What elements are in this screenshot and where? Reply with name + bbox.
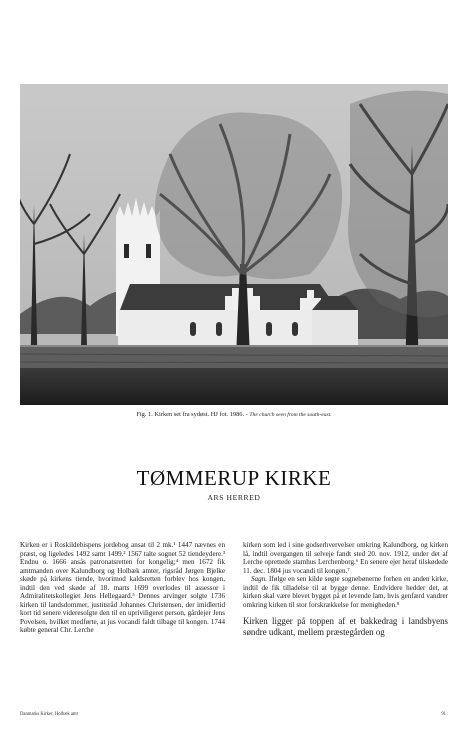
body-paragraph: kirken som led i sine godserhvervelser omkring Kalundborg, og kirken lå, indtil overgangen til selveje fandt sted 20. nov. 1912, under det af Lerche oprettede stamhus Lerchenborg.⁶ En senere ejer heraf tilskødede 11. dec. 1804 jus vocandi til kongen.⁷ — [243, 541, 448, 575]
page-title: TØMMERUP KIRKE — [136, 466, 332, 490]
body-right-column — [243, 541, 448, 638]
page-number: 91 — [441, 712, 446, 717]
caption-danish: Fig. 1. Kirken set fra sydøst. HJ fot. 1986. - — [136, 411, 248, 418]
section-lead: Sagn. — [251, 575, 267, 584]
body-left-column — [20, 541, 225, 635]
church-photo-image — [20, 84, 448, 405]
footer-publication: Danmarks Kirker, Holbæk amt — [20, 712, 78, 717]
church-photo — [20, 84, 448, 405]
section-text: Ifølge en sen kilde søgte sognebønerne forhen en anden kirke, indtil de fik tilladelse til at bygge denne. Endvidere hedder det, at kirken skal være blevet bygget på et levende lam, hvis genfærd vandrer omkring kirken til stor forskrækkelse for menigheden.⁸ — [243, 575, 448, 609]
body-paragraph-large: Kirken ligger på toppen af et bakkedrag i landsbyens søndre udkant, mellem præstegården og — [243, 616, 448, 638]
figure-caption — [20, 411, 448, 419]
page-subtitle: ARS HERRED — [207, 493, 261, 502]
body-paragraph-legend — [243, 575, 448, 609]
body-paragraph: Kirken er i Roskildebispens jordebog ansat til 2 mk.¹ 1447 nævnes en præst, og ligeledes 1492 samt 1499.² 1567 talte sognet 52 tiendeydere.³ Endnu o. 1666 ansås patronatsretten for kongelig;⁴ men 1672 fik amtmanden over Kalundborg og Holbæk amter, rigsråd Jørgen Bjelke skøde på kirkens tiende, hvorimod kaldsretten forblev hos kongen, indtil den ved skøde af 18. marts 1699 overlodes til assessor i Admiralitetskollegiet Jens Hellegaard.⁵ Dennes arvinger solgte 1736 kirken til landsdommer, justitsråd Johannes Christensen, der imidlertid kort tid senere videresolgte den til en upriviligeret person, gårdejer Jens Povelsen, hvilket medførte, at jus vocandi faldt tilbage til kongen. 1744 købte general Chr. Lerche — [20, 541, 225, 635]
caption-english: The church seen from the south-east. — [249, 412, 332, 418]
